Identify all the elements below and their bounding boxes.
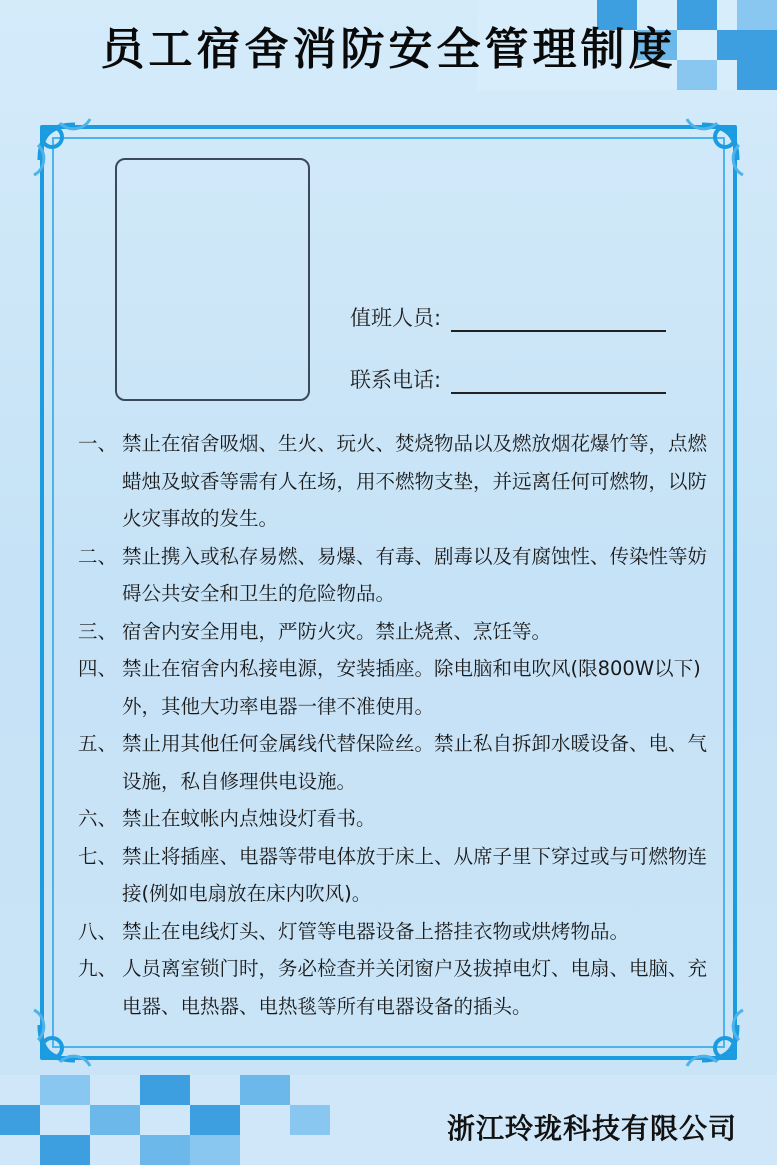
- contact-phone-field: [350, 364, 666, 394]
- rule-number: 三、: [78, 619, 118, 643]
- photo-placeholder: [115, 158, 310, 401]
- rule-item: [78, 950, 718, 1025]
- duty-person-blank: [451, 308, 666, 332]
- rule-number: 九、: [78, 957, 118, 980]
- rule-text: 禁止携入或私存易燃、易爆、有毒、剧毒以及有腐蚀性、传染性等妨碍公共安全和卫生的危险物品。: [122, 544, 708, 605]
- rule-item: [78, 800, 718, 838]
- duty-person-label: 值班人员:: [350, 306, 442, 330]
- rule-text: 禁止在宿舍内私接电源，安装插座。除电脑和电吹风(限800W以下)外，其他大功率电器一律不准使用。: [122, 657, 701, 718]
- company-name: 浙江玲珑科技有限公司: [446, 1112, 737, 1145]
- rule-number: 四、: [78, 657, 118, 680]
- duty-person-field: [350, 302, 666, 332]
- rule-number: 一、: [78, 432, 118, 455]
- rule-text: 禁止用其他任何金属线代替保险丝。禁止私自拆卸水暖设备、电、气设施，私自修理供电设施。: [122, 732, 708, 793]
- rule-text: 禁止在电线灯头、灯管等电器设备上搭挂衣物或烘烤物品。: [122, 919, 630, 943]
- rule-text: 禁止在蚊帐内点烛设灯看书。: [122, 807, 376, 830]
- rule-number: 五、: [78, 732, 118, 755]
- rule-number: 六、: [78, 807, 118, 830]
- rule-text: 禁止在宿舍吸烟、生火、玩火、焚烧物品以及燃放烟花爆竹等，点燃蜡烛及蚊香等需有人在场，用不燃物支垫，并远离任何可燃物，以防火灾事故的发生。: [122, 432, 708, 530]
- page-title: 员工宿舍消防安全管理制度: [100, 24, 677, 75]
- rule-text: 宿舍内安全用电，严防火灾。禁止烧煮、烹饪等。: [122, 619, 552, 643]
- corner-ornament-icon: [30, 115, 120, 205]
- rule-text: 禁止将插座、电器等带电体放于床上、从席子里下穿过或与可燃物连接(例如电扇放在床内吹风)。: [122, 844, 708, 905]
- rule-item: [78, 838, 718, 913]
- rule-item: [78, 913, 718, 951]
- contact-phone-blank: [451, 370, 666, 394]
- rule-item: [78, 613, 718, 651]
- rule-item: [78, 425, 718, 538]
- rule-number: 八、: [78, 919, 118, 943]
- rules-list: [78, 425, 718, 1025]
- corner-ornament-icon: [657, 115, 747, 205]
- rule-text: 人员离室锁门时，务必检查并关闭窗户及拔掉电灯、电扇、电脑、充电器、电热器、电热毯等所有电器设备的插头。: [122, 957, 708, 1018]
- rule-item: [78, 650, 718, 725]
- rule-number: 二、: [78, 544, 118, 568]
- rule-item: [78, 538, 718, 613]
- rule-item: [78, 725, 718, 800]
- contact-phone-label: 联系电话:: [350, 368, 442, 392]
- rule-number: 七、: [78, 844, 118, 868]
